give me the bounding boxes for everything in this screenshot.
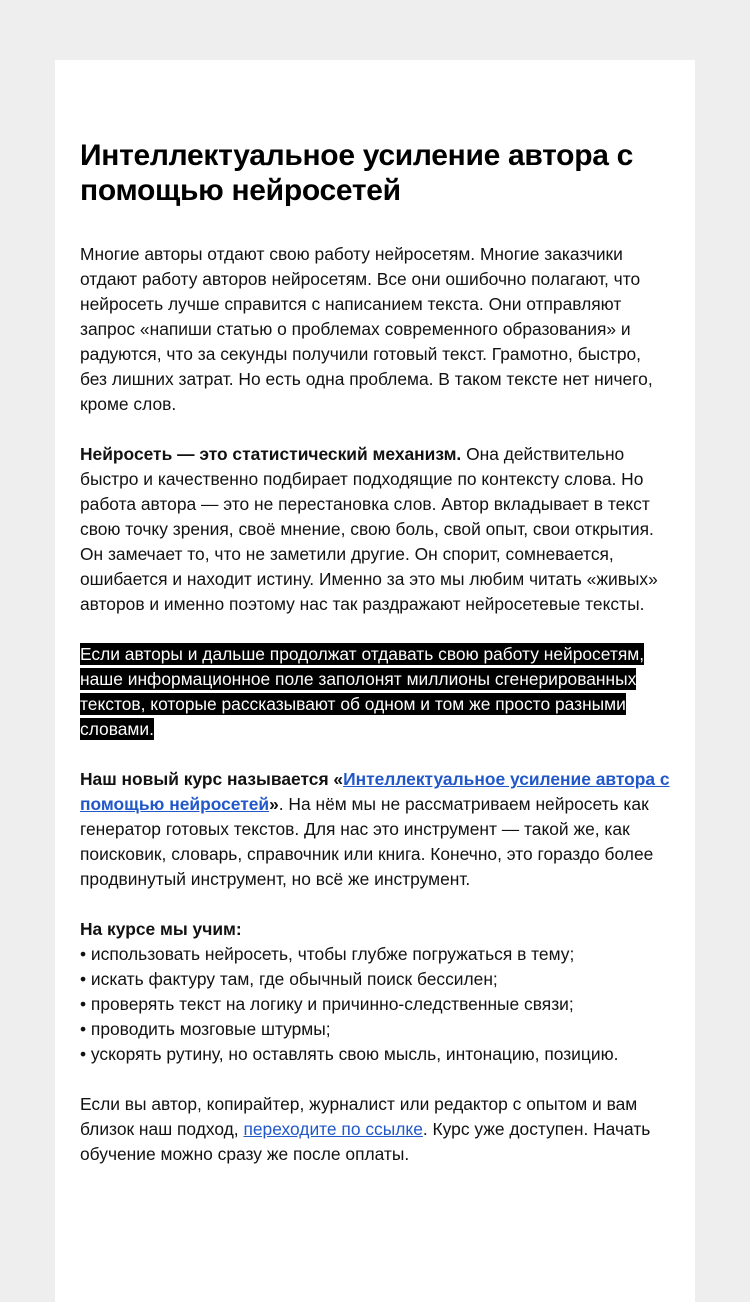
list-heading: На курсе мы учим:	[80, 919, 242, 939]
cta-text-end: . Курс уже доступен. Начать обучение можно сразу же после оплаты.	[80, 1119, 651, 1164]
course-skills-list	[80, 917, 670, 1067]
article-content	[80, 138, 670, 1167]
list-item: • использовать нейросеть, чтобы глубже погружаться в тему;	[80, 944, 575, 964]
list-item: • проверять текст на логику и причинно-следственные связи;	[80, 994, 574, 1014]
cta-text-start: Если вы автор, копирайтер, журналист или редактор с опытом и вам близок наш подход,	[80, 1094, 638, 1139]
highlight-paragraph	[80, 642, 670, 742]
course-description: . На нём мы не рассматриваем нейросеть как генератор готовых текстов. Для нас это инструмент — такой же, как поисковик, словарь, справочник или книга. Конечно, это гораздо более продвинутый инструмент, но всё же инструмент.	[80, 794, 654, 889]
neural-network-text: Она действительно быстро и качественно подбирает подходящие по контексту слова. Но работа автора — это не перестановка слов. Автор вкладывает в текст свою точку зрения, своё мнение, свою боль, свой опыт, свои открытия. Он замечает то, что не заметили другие. Он спорит, сомневается, ошибается и находит истину. Именно за это мы любим читать «живых» авторов и именно поэтому нас так раздражают нейросетевые тексты.	[80, 444, 658, 614]
cta-link[interactable]: переходите по ссылке	[243, 1119, 423, 1139]
neural-network-paragraph	[80, 442, 670, 617]
article-title: Интеллектуальное усиление автора с помощью нейросетей	[80, 139, 634, 207]
list-item: • ускорять рутину, но оставлять свою мысль, интонацию, позицию.	[80, 1044, 619, 1064]
list-item: • искать фактуру там, где обычный поиск бессилен;	[80, 969, 498, 989]
course-paragraph	[80, 767, 670, 892]
course-bold-lead: Наш новый курс называется «	[80, 769, 344, 789]
call-to-action-paragraph	[80, 1092, 670, 1167]
list-item: • проводить мозговые штурмы;	[80, 1019, 331, 1039]
article-card	[55, 60, 695, 1302]
intro-paragraph: Многие авторы отдают свою работу нейросетям. Многие заказчики отдают работу авторов нейросетям. Все они ошибочно полагают, что нейросеть лучше справится с написанием текста. Они отправляют запрос «напиши статью о проблемах современного образования» и радуются, что за секунды получили готовый текст. Грамотно, быстро, без лишних затрат. Но есть одна проблема. В таком тексте нет ничего, кроме слов.	[80, 244, 653, 414]
course-title-link[interactable]: Интеллектуальное усиление автора с помощью нейросетей	[80, 769, 670, 814]
neural-network-bold-lead: Нейросеть — это статистический механизм.	[80, 444, 462, 464]
course-bold-close: »	[269, 794, 279, 814]
highlighted-text: Если авторы и дальше продолжат отдавать свою работу нейросетям, наше информационное поле заполонят миллионы сгенерированных текстов, которые рассказывают об одном и том же просто разными словами.	[80, 644, 645, 739]
